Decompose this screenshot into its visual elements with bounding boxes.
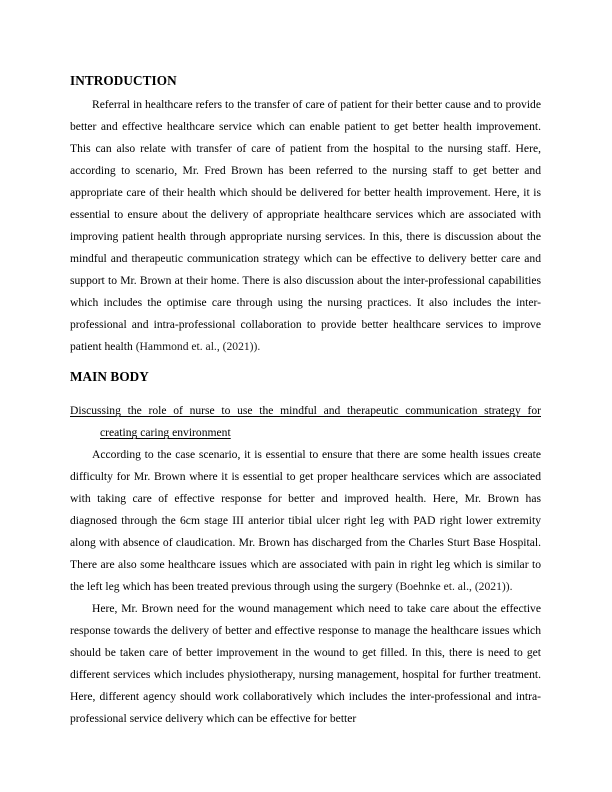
paragraph-main-body-1 — [70, 444, 541, 598]
subheading-line-1: Discussing the role of nurse to use the mindful and therapeutic communication strategy for — [70, 404, 541, 417]
heading-main-body: MAIN BODY — [70, 369, 149, 384]
spacer — [70, 358, 541, 366]
citation-boehnke: (Boehnke et. al., (2021)). — [395, 580, 513, 593]
paragraph-text: Referral in healthcare refers to the transfer of care of patient for their better cause and to provide better and effective healthcare service which can enable patient to get better health improvement. This can also relate with transfer of care of patient from the hospital to the nursing staff. Here, according to scenario, Mr. Fred Brown has been referred to the nursing staff to get better and appropriate care of their health which should be delivered for better health improvement. Here, it is essential to ensure about the delivery of appropriate healthcare services which are associated with improving patient health through appropriate nursing services. In this, there is discussion about the mindful and therapeutic communication strategy which can be effective to delivery better care and support to Mr. Brown at their home. There is also discussion about the inter-professional capabilities which includes the optimise care through using the nursing practices. It also includes the inter-professional and intra-professional collaboration to provide better healthcare services to improve patient health — [70, 98, 541, 353]
citation-hammond: (Hammond et. al., (2021)). — [135, 340, 261, 353]
paragraph-main-body-2 — [70, 598, 541, 730]
paragraph-introduction-1 — [70, 94, 541, 358]
subheading-line-2: creating caring environment — [100, 426, 231, 439]
paragraph-text: Here, Mr. Brown need for the wound management which need to take care about the effective response towards the delivery of better and effective response to manage the healthcare issues which should be taken care of better improvement in the wound to get filled. In this, there is need to get different services which includes physiotherapy, nursing management, hospital for further treatment. Here, different agency should work collaboratively which includes the inter-professional and intra-professional service delivery which can be effective for better — [70, 602, 541, 725]
spacer — [70, 390, 541, 400]
subheading-communication-strategy — [70, 400, 541, 444]
paragraph-text: According to the case scenario, it is essential to ensure that there are some health issues create difficulty for Mr. Brown where it is essential to get proper healthcare services which are associated with taking care of effective response for better and improved health. Here, Mr. Brown has diagnosed through the 6cm stage III anterior tibial ulcer right leg with PAD right lower extremity along with absence of claudication. Mr. Brown has discharged from the Charles Sturt Base Hospital. There are also some healthcare issues which are associated with pain in right leg which is similar to the left leg which has been treated previous through using the surgery — [70, 448, 541, 593]
heading-introduction: INTRODUCTION — [70, 73, 177, 88]
